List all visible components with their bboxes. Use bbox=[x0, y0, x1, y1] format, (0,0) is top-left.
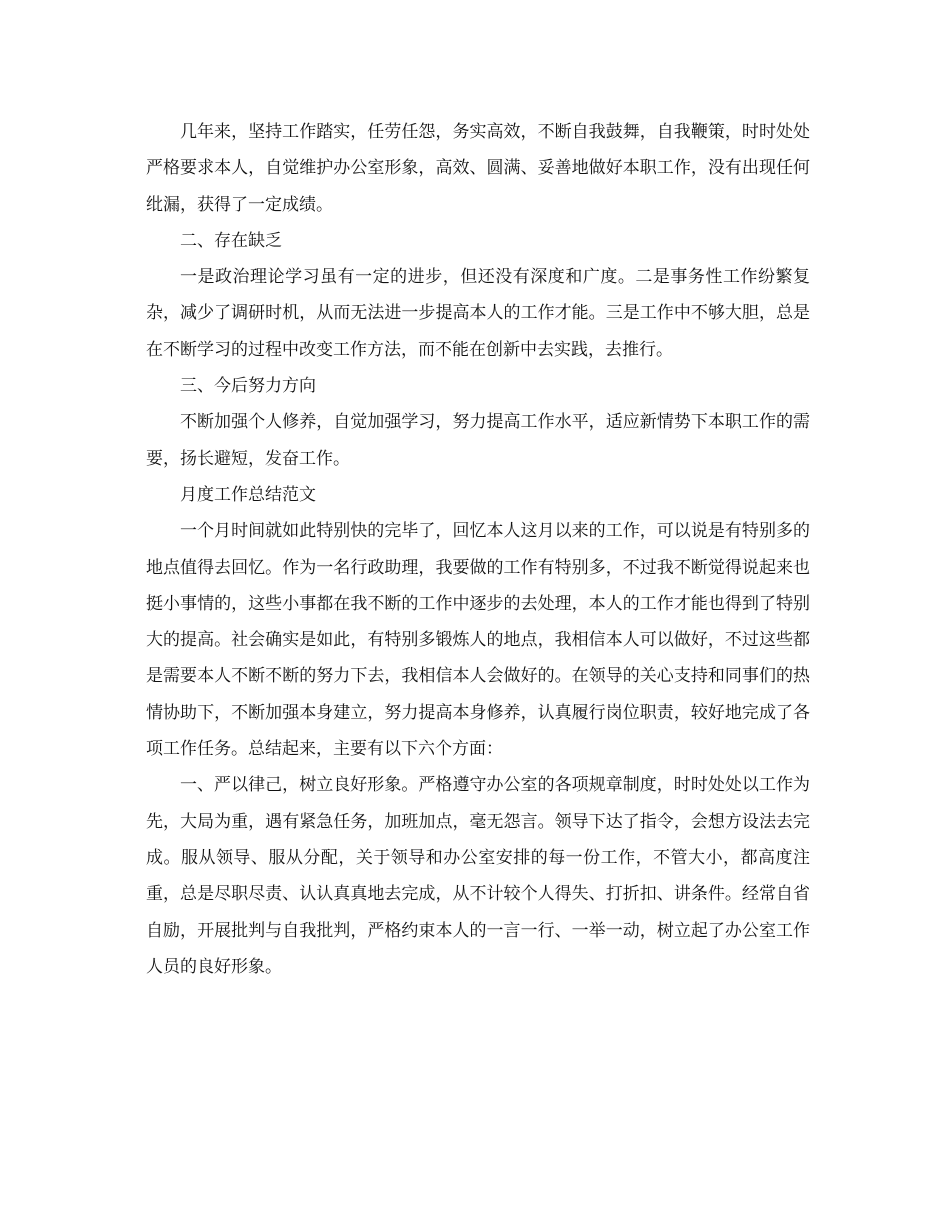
paragraph-shortcomings: 一是政治理论学习虽有一定的进步，但还没有深度和广度。二是事务性工作纷繁复杂，减少了调研时机，从而无法进一步提高本人的工作才能。三是工作中不够大胆，总是在不断学习的过程中改变工作方法，而不能在创新中去实践，去推行。 bbox=[146, 267, 810, 360]
paragraph-self-discipline: 一、严以律己，树立良好形象。严格遵守办公室的各项规章制度，时时处处以工作为先，大局为重，遇有紧急任务，加班加点，毫无怨言。领导下达了指令，会想方设法去完成。服从领导、服从分配，关于领导和办公室安排的每一份工作，不管大小，都高度注重，总是尽职尽责、认认真真地去完成，从不计较个人得失、打折扣、讲条件。经常自省自励，开展批判与自我批判，严格约束本人的一言一行、一举一动，树立起了办公室工作人员的良好形象。 bbox=[146, 775, 810, 977]
paragraph-future-direction: 不断加强个人修养，自觉加强学习，努力提高工作水平，适应新情势下本职工作的需要，扬长避短，发奋工作。 bbox=[146, 412, 810, 469]
paragraph-monthly-summary: 一个月时间就如此特别快的完毕了，回忆本人这月以来的工作，可以说是有特别多的地点值得去回忆。作为一名行政助理，我要做的工作有特别多，不过我不断觉得说起来也挺小事情的，这些小事都在我不断的工作中逐步的去处理，本人的工作才能也得到了特别大的提高。社会确实是如此，有特别多锻炼人的地点，我相信本人可以做好，不过这些都是需要本人不断不断的努力下去，我相信本人会做好的。在领导的关心支持和同事们的热情协助下，不断加强本身建立，努力提高本身修养，认真履行岗位职责，较好地完成了各项工作任务。总结起来，主要有以下六个方面： bbox=[146, 521, 810, 760]
heading-future-direction: 三、今后努力方向 bbox=[180, 376, 316, 397]
heading-shortcomings: 二、存在缺乏 bbox=[180, 230, 282, 251]
paragraph-intro: 几年来，坚持工作踏实，任劳任怨，务实高效，不断自我鼓舞，自我鞭策，时时处处严格要求本人，自觉维护办公室形象，高效、圆满、妥善地做好本职工作，没有出现任何纰漏，获得了一定成绩。 bbox=[146, 122, 810, 215]
document-page bbox=[146, 114, 810, 985]
heading-monthly-summary: 月度工作总结范文 bbox=[180, 484, 316, 505]
